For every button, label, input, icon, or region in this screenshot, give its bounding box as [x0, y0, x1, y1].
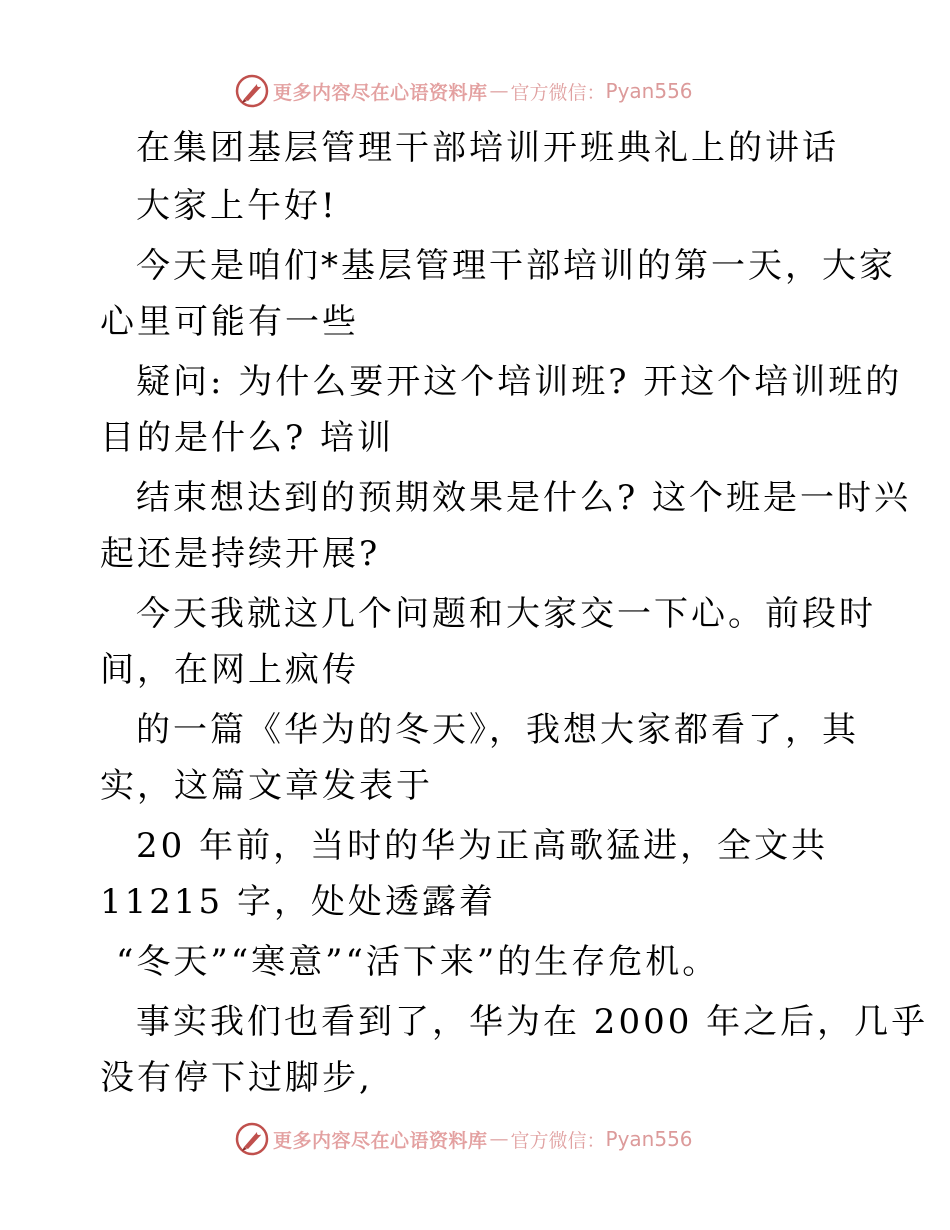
- paragraph-line: 起还是持续开展?: [100, 534, 381, 574]
- paragraph-line: 20 年前，当时的华为正高歌猛进，全文共: [136, 826, 829, 866]
- pen-logo-icon: [235, 74, 269, 108]
- paragraph-line: 今天是咱们*基层管理干部培训的第一天，大家: [136, 246, 896, 286]
- paragraph-line: 结束想达到的预期效果是什么? 这个班是一时兴: [136, 478, 912, 518]
- footer-watermark: [235, 1122, 693, 1156]
- watermark-wechat-label: 官方微信：: [510, 1129, 606, 1152]
- watermark-wechat-id: Pyan556: [605, 79, 693, 103]
- paragraph-line: 事实我们也看到了，华为在 2000 年之后，几乎: [136, 1002, 929, 1042]
- watermark-wechat-id: Pyan556: [605, 1127, 693, 1151]
- paragraph-line: 没有停下过脚步,: [100, 1058, 373, 1098]
- watermark-text: 更多内容尽在心语资料库: [273, 81, 488, 104]
- document-title: 在集团基层管理干部培训开班典礼上的讲话: [136, 128, 839, 168]
- watermark-separator: —: [489, 1128, 509, 1150]
- paragraph-line: 疑问: 为什么要开这个培训班? 开这个培训班的: [136, 362, 903, 402]
- watermark-separator: —: [489, 80, 509, 102]
- paragraph-line: 心里可能有一些: [100, 302, 359, 342]
- pen-logo-icon: [235, 1122, 269, 1156]
- paragraph-line: 的一篇《华为的冬天》，我想大家都看了，其: [136, 710, 859, 750]
- paragraph-line: 大家上午好!: [136, 186, 338, 226]
- paragraph-line: 实，这篇文章发表于: [100, 766, 433, 806]
- paragraph-line: “冬天”“寒意”“活下来”的生存危机。: [116, 942, 720, 982]
- watermark-wechat-label: 官方微信：: [510, 81, 606, 104]
- paragraph-line: 今天我就这几个问题和大家交一下心。前段时: [136, 594, 876, 634]
- paragraph-line: 11215 字，处处透露着: [100, 882, 496, 922]
- paragraph-line: 间，在网上疯传: [100, 650, 359, 690]
- header-watermark: [235, 74, 693, 108]
- watermark-text: 更多内容尽在心语资料库: [273, 1129, 488, 1152]
- paragraph-line: 目的是什么? 培训: [100, 418, 395, 458]
